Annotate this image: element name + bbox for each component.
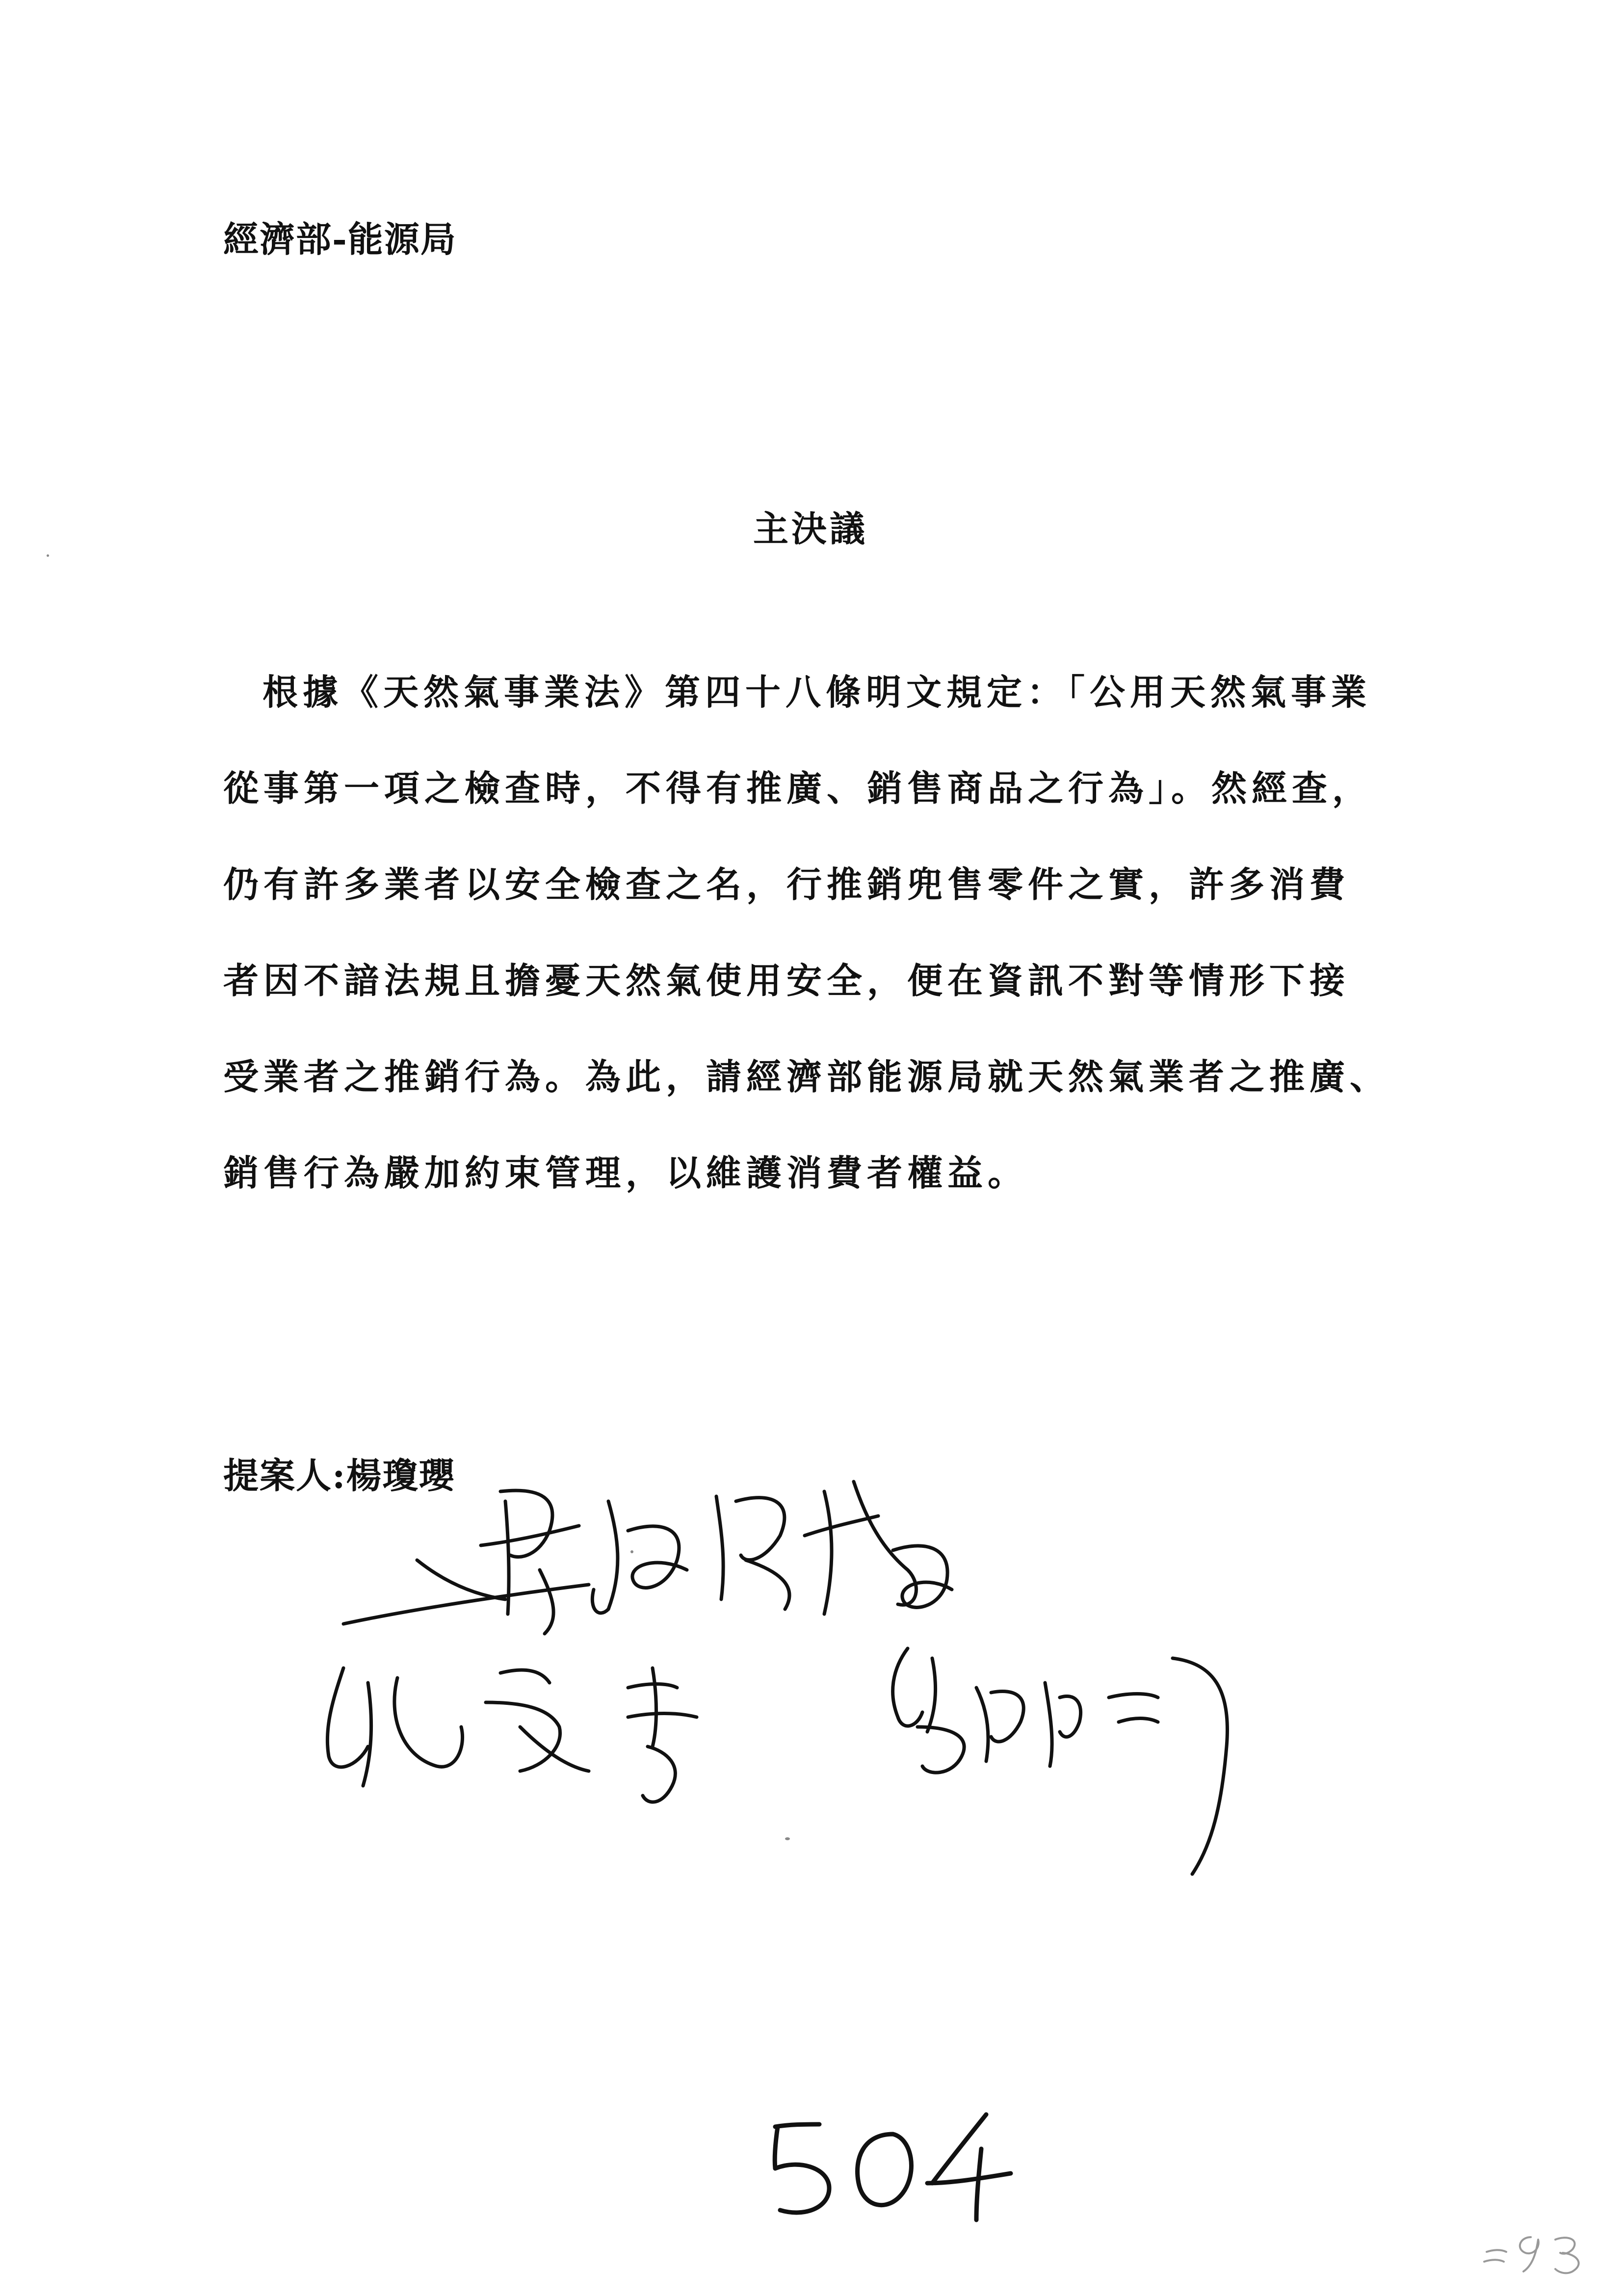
body-line: 根據《天然氣事業法》第四十八條明文規定：「公用天然氣事業 [262,671,1372,713]
body-line: 銷售行為嚴加約束管理，以維護消費者權益。 [223,1152,1028,1194]
body-line: 從事第一項之檢查時，不得有推廣、銷售商品之行為」。然經查， [223,767,1373,809]
handwritten-corner-mark [1477,2222,1590,2276]
signature-2 [327,1668,697,1802]
body-line: 者因不諳法規且擔憂天然氣使用安全，便在資訊不對等情形下接 [223,960,1350,1001]
signature-3 [893,1648,1228,1874]
scan-speck [785,1837,790,1840]
agency-header: 經濟部-能源局 [223,218,457,260]
proposer-line: 提案人:楊瓊瓔 [223,1455,455,1496]
signature-1 [343,1482,952,1634]
handwritten-page-number [760,2105,1016,2222]
resolution-title: 主決議 [753,508,868,549]
scan-speck [630,1550,633,1553]
body-line: 受業者之推銷行為。為此，請經濟部能源局就天然氣業者之推廣、 [223,1056,1390,1097]
scan-speck [47,554,49,557]
resolution-body [223,671,1440,1252]
handwritten-signatures [314,1472,1246,1904]
body-line: 仍有許多業者以安全檢查之名，行推銷兜售零件之實，許多消費 [223,863,1350,905]
